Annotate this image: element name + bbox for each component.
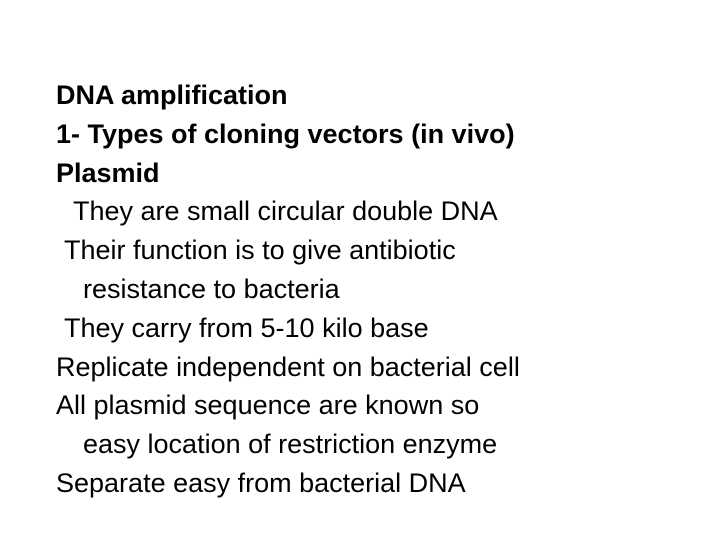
slide-title: DNA amplification bbox=[56, 80, 288, 110]
section-heading: Plasmid bbox=[56, 157, 160, 188]
slide-subtitle: 1- Types of cloning vectors (in vivo) bbox=[56, 118, 515, 149]
text-line: They carry from 5-10 kilo base bbox=[64, 312, 429, 343]
text-line: All plasmid sequence are known so bbox=[56, 390, 480, 421]
slide-content bbox=[56, 76, 696, 503]
text-line: Separate easy from bacterial DNA bbox=[56, 467, 466, 498]
text-line: Their function is to give antibiotic bbox=[64, 235, 456, 266]
text-line: resistance to bacteria bbox=[83, 273, 340, 304]
text-line: easy location of restriction enzyme bbox=[83, 429, 498, 460]
text-line: They are small circular double DNA bbox=[73, 196, 498, 227]
text-line: Replicate independent on bacterial cell bbox=[56, 351, 520, 382]
